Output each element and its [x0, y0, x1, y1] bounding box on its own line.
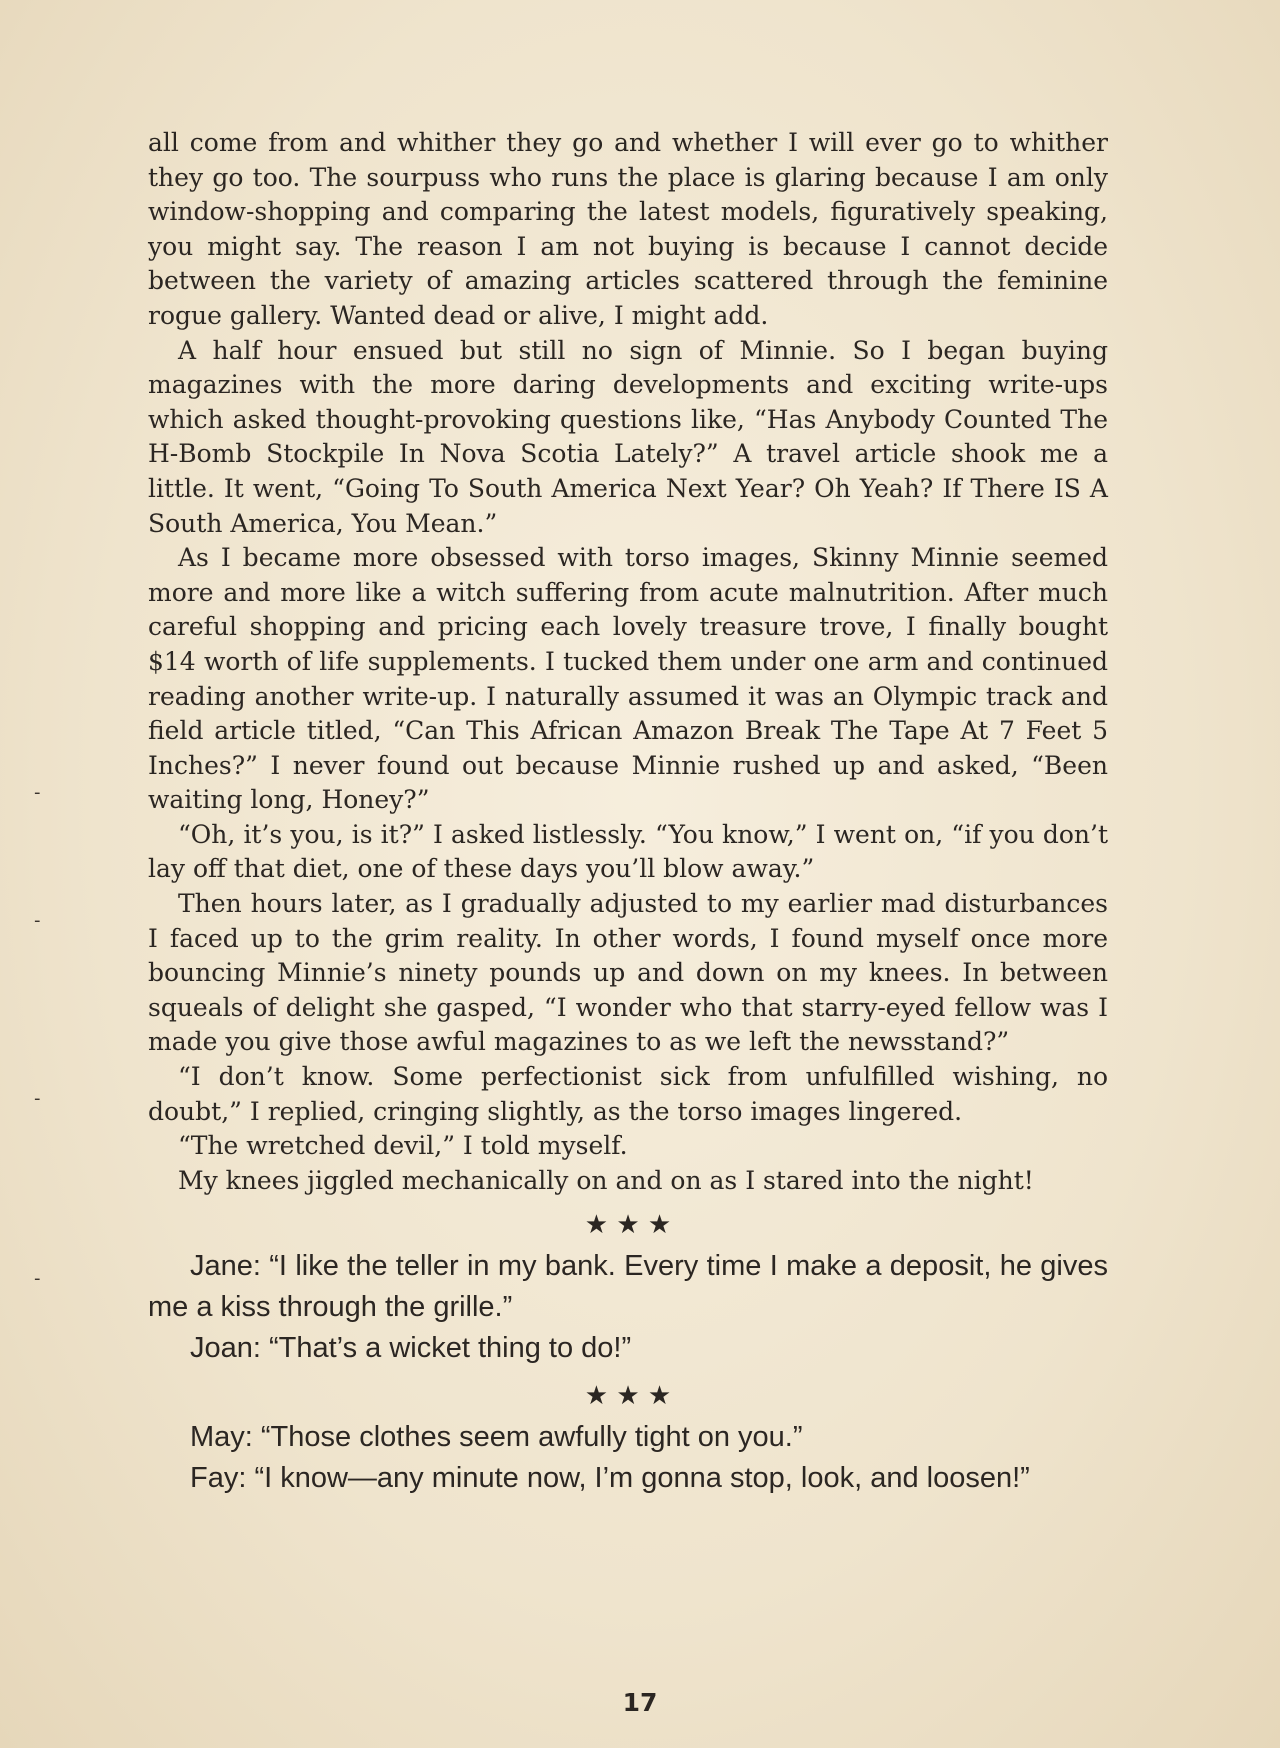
paragraph: As I became more obsessed with torso images, Skinny Minnie seemed more and more like a witch suffering from acute malnutrition. After much careful shopping and pricing each lovely treasure trove, I finally bought $14 worth of life supplements. I tucked them under one arm and continued reading another write-up. I naturally assumed it was an Olympic track and field article titled, “Can This African Amazon Break The Tape At 7 Feet 5 Inches?” I never found out because Minnie rushed up and asked, “Been waiting long, Honey?”: [148, 543, 1108, 815]
paragraph: “Oh, it’s you, is it?” I asked listlessly. “You know,” I went on, “if you don’t lay off that diet, one of these days you’ll blow away.”: [148, 819, 1108, 884]
margin-mark: -: [34, 782, 41, 803]
paragraph: “The wretched devil,” I told myself.: [178, 1131, 628, 1161]
star-separator: ★ ★ ★: [584, 1381, 672, 1412]
paragraph: “I don’t know. Some perfectionist sick from unfulfilled wishing, no doubt,” I replied, cringing slightly, as the torso images lingered.: [148, 1062, 1108, 1126]
joke-line: May: “Those clothes seem awfully tight on you.”: [190, 1421, 803, 1454]
story-text: [148, 126, 1108, 1198]
paragraph: Then hours later, as I gradually adjusted to my earlier mad disturbances I faced up to the grim reality. In other words, I found myself once more bouncing Minnie’s ninety pounds up and down on my knees. In between squeals of delight she gasped, “I wonder who that starry-eyed fellow was I made you give those awful magazines to as we left the newsstand?”: [148, 889, 1108, 1057]
page-number: 17: [622, 1688, 658, 1717]
joke-line: Joan: “That’s a wicket thing to do!”: [190, 1332, 632, 1365]
paragraph: A half hour ensued but still no sign of Minnie. So I began buying magazines with the more daring developments and exciting write-ups which asked thought-provoking questions like, “Has Anybody Counted The H-Bomb Stockpile In Nova Scotia Lately?” A travel article shook me a little. It went, “Going To South America Next Year? Oh Yeah? If There IS A South America, You Mean.”: [148, 335, 1108, 538]
joke-bank-teller: [148, 1246, 1108, 1369]
margin-mark: -: [34, 1088, 41, 1109]
joke-line: Fay: “I know—any minute now, I’m gonna stop, look, and loosen!”: [190, 1462, 1030, 1495]
paragraph: My knees jiggled mechanically on and on as I stared into the night!: [178, 1165, 1034, 1195]
paragraph: all come from and whither they go and whether I will ever go to whither they go too. The sourpuss who runs the place is glaring because I am only window-shopping and comparing the latest models, figuratively speaking, you might say. The reason I am not buying is because I cannot decide between the variety of amazing articles scattered through the feminine rogue gallery. Wanted dead or alive, I might add.: [148, 128, 1108, 330]
page-content: [148, 126, 1108, 1499]
margin-mark: -: [34, 1268, 41, 1289]
margin-mark: -: [34, 910, 41, 931]
joke-tight-clothes: [148, 1417, 1108, 1499]
joke-line: Jane: “I like the teller in my bank. Every time I make a deposit, he gives me a kiss through the grille.”: [148, 1250, 1108, 1324]
star-separator: ★ ★ ★: [584, 1210, 672, 1241]
